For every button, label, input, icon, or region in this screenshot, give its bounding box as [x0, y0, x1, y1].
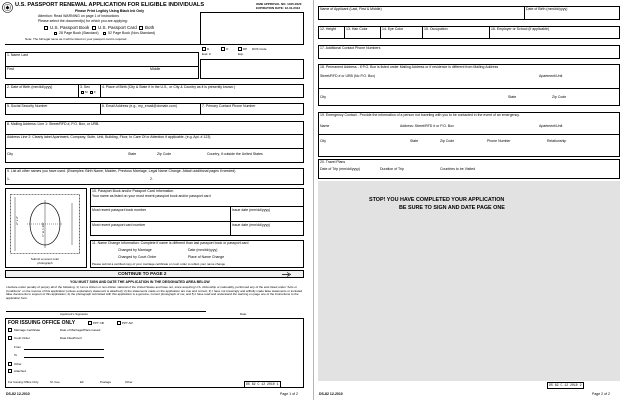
permanent-city-label[interactable]: City	[320, 95, 327, 99]
passport-card-note: Note: The full legal name as it will be listed on your passport card is required.	[25, 36, 128, 41]
issuing-office-title: FOR ISSUING OFFICE ONLY	[8, 320, 76, 326]
ppt-cb-label: PPT CB	[93, 320, 104, 325]
mailing-line1-label[interactable]: 8. Mailing Address: Line 1: Street/RFD #, P.O. Box, or URB.	[7, 122, 100, 126]
other-label: Other	[14, 361, 22, 366]
emergency-apt-label[interactable]: Apartment/Unit	[539, 124, 563, 128]
continue-to-page-2: CONTINUE TO PAGE 2	[118, 271, 167, 276]
issuing-office-only-footer: For Issuing Office Only	[8, 380, 39, 384]
permanent-address-box	[318, 64, 620, 106]
to-label: To	[14, 353, 18, 357]
eye-color-label[interactable]: 14. Eye Color	[382, 27, 404, 31]
emergency-state-label[interactable]: State	[410, 139, 419, 143]
date-filed-label: Date Filed/Court	[60, 335, 82, 340]
issuing-office-box	[5, 318, 304, 388]
form-subtitle: Please Print Legibly Using Black Ink Only	[75, 9, 145, 13]
form-stamp: DS 82 C 12 2010 1	[246, 382, 279, 386]
ssn-label[interactable]: 5. Social Security Number	[7, 104, 48, 108]
passport-card-label: U.S. Passport Card	[98, 24, 137, 30]
sex-female-label: F	[94, 90, 96, 94]
sign-instruction: YOU MUST SIGN AND DATE THE APPLICATION IN THE DESIGNATED AREA BELOW	[70, 280, 210, 284]
additional-phone-label[interactable]: 17. Additional Contact Phone Numbers	[320, 46, 381, 50]
emergency-contact-label: 19. Emergency Contact - Provide the information of a person not traveling with you to be contacted in the event of an emergency.	[320, 113, 520, 117]
permanent-apt-label[interactable]: Apartment/Unit	[539, 74, 563, 78]
marriage-date-label[interactable]: Date (mm/dd/yyyy)	[188, 248, 218, 252]
phone-label[interactable]: 7. Primary Contact Phone Number	[202, 104, 256, 108]
sex-female-checkbox[interactable]	[90, 91, 93, 94]
travel-plans-label: 20. Travel Plans	[320, 160, 346, 164]
emergency-relationship-label[interactable]: Relationship	[547, 139, 567, 143]
dob-label[interactable]: 2. Date of Birth (mm/dd/yyyy)	[7, 85, 53, 89]
stop-notice: STOP! YOU HAVE COMPLETED YOUR APPLICATION	[369, 197, 505, 203]
permanent-street-label[interactable]: Street/RFD # or URB (No P.O. Box)	[320, 74, 376, 78]
mailing-address-box	[5, 121, 304, 163]
sign-reminder: BE SURE TO SIGN AND DATE PAGE ONE	[399, 205, 505, 211]
form-title: U.S. PASSPORT RENEWAL APPLICATION FOR ELIGIBLE INDIVIDUALS	[15, 2, 205, 8]
office-code-exp: Exp.	[238, 52, 245, 56]
court-order-label: Court Order	[14, 335, 30, 340]
signature-date-label[interactable]: Date	[240, 312, 247, 316]
permanent-zip-label[interactable]: Zip Code	[552, 95, 567, 99]
ppt-ar-checkbox[interactable]	[117, 321, 121, 325]
place-of-birth-label[interactable]: 4. Place of Birth (City & State if in the U.S., or City & Country as it is presently known.)	[102, 85, 236, 89]
office-code-dp: DP	[243, 46, 248, 51]
passport-info-label: 10. Passport Book and/or Passport Card Information	[92, 189, 174, 193]
name-first-label: First	[7, 67, 14, 71]
mailing-zip-label[interactable]: Zip Code	[157, 152, 172, 156]
occupation-label[interactable]: 15. Occupation	[424, 27, 448, 31]
attached-checkbox[interactable]	[8, 369, 12, 373]
photo-size-label: 2" x 2"	[14, 216, 19, 225]
changed-by-marriage-label[interactable]: Changed by Marriage	[118, 248, 152, 252]
form-id: DS-82 12-2010	[6, 392, 30, 396]
email-label[interactable]: 6. Email Address (e.g., my_email@domain.com)	[102, 104, 177, 108]
mailing-state-label[interactable]: State	[128, 152, 137, 156]
sex-label: 3. Sex	[80, 85, 90, 89]
omb-number: OMB APPROVAL NO. 1405-0020	[256, 2, 302, 6]
form-stamp-2: DS 82 C 12 2010 2	[549, 383, 582, 387]
emergency-city-label[interactable]: City	[320, 139, 327, 143]
place-of-change-label[interactable]: Place of Name Change	[188, 255, 225, 259]
book-number-label[interactable]: Most recent passport book number	[92, 208, 147, 212]
expiration-date: EXPIRATION DATE: 12-31-2013	[256, 6, 301, 10]
height-label[interactable]: 12. Height	[320, 27, 336, 31]
passport-book-checkbox[interactable]	[44, 26, 48, 30]
passport-book-label: U.S. Passport Book	[50, 24, 90, 30]
book-52-checkbox[interactable]	[103, 32, 106, 35]
name-middle-label: Middle	[150, 67, 161, 71]
mailing-city-label[interactable]: City	[7, 152, 14, 156]
other-fee-label: Other	[125, 380, 133, 384]
passport-card-checkbox[interactable]	[92, 26, 96, 30]
postage-label: Postage	[100, 380, 112, 384]
emergency-zip-label[interactable]: Zip Code	[440, 139, 455, 143]
office-use-box	[200, 12, 304, 45]
mailing-line2-label[interactable]: Address Line 2: Clearly label Apartment, Company, Suite, Unit, Building, Floor, In Care Of or Attention if applicable. (e.g. Apt. # 123)	[7, 135, 211, 139]
attention-note: Attention: Read WARNING on page 1 of instructions	[38, 14, 119, 18]
both-checkbox[interactable]	[139, 26, 143, 30]
form-id-2: DS-82 12-2010	[319, 392, 343, 396]
date-of-marriage-label: Date of Marriage/Place Issued	[60, 327, 101, 332]
employer-label[interactable]: 16. Employer or School (if applicable)	[491, 27, 550, 31]
from-label: From	[14, 345, 21, 349]
department-seal-icon	[2, 2, 13, 13]
permanent-address-label: 18. Permanent Address - If P.O. Box is listed under Mailing Address or if residence is different from Mailing Address	[320, 65, 499, 69]
card-issue-date-label[interactable]: Issue date (mm/dd/yyyy)	[232, 223, 271, 227]
book-issue-date-label[interactable]: Issue date (mm/dd/yyyy)	[232, 208, 271, 212]
sex-male-label: M	[85, 90, 88, 94]
office-code-d: D	[207, 46, 210, 51]
applicant-name-label[interactable]: Name of Applicant (Last, First & Middle)	[320, 7, 382, 11]
office-code-o-checkbox[interactable]	[221, 47, 225, 51]
declaration-text: I declare under penalty of perjury all of the following: 1) I am a citizen or non-citizen national of the United States and have not, since acquiring U.S. citizenship or nationality, performed any of the acts listed under "Acts or Conditions" on the reverse of this application (unless explanatory statement is attached); 2) the statements made on the application are true and correct; 3) I have not knowingly and willfully made false statements or included false documents in support of this application; 4) the photograph submitted with this application is a genuine, current photograph of me; and 5) I have read and understand the warning on page one of the instructions to the application form.	[6, 285, 303, 300]
ppt-ar-label: PPT AR	[122, 320, 133, 325]
photo-head-size-label: 1" to 1 3/8"	[40, 222, 45, 237]
office-code-o: O	[226, 46, 229, 51]
office-code-d-checkbox[interactable]	[202, 47, 206, 51]
emergency-address-label[interactable]: Address: Street/RFD # or P.O. Box	[400, 124, 454, 128]
ef-label: EF	[80, 380, 84, 384]
office-code-end: End. #	[202, 52, 211, 56]
dos-code-label: DOS Code	[252, 46, 267, 51]
mailing-country-label[interactable]: Country, if outside the United States	[207, 152, 263, 156]
photo-caption: Submit a recent color photograph	[30, 257, 60, 265]
hair-color-label[interactable]: 13. Hair Color	[346, 27, 368, 31]
emergency-phone-label[interactable]: Phone Number	[487, 139, 511, 143]
select-docs-label: Please select the document(s) for which you are applying:	[38, 19, 128, 23]
both-label: Both	[145, 24, 155, 30]
page-number-2: Page 2 of 2	[592, 392, 610, 396]
applicant-dob-label[interactable]: Date of Birth (mm/dd/yyyy)	[526, 7, 568, 11]
name-change-label: 11. Name Change Information: Complete if name is different than last passport book or passport card	[92, 241, 249, 245]
sex-male-checkbox[interactable]	[81, 91, 84, 94]
countries-visited-label[interactable]: Countries to be Visited	[440, 167, 476, 171]
emergency-name-label[interactable]: Name	[320, 124, 330, 128]
marriage-cert-checkbox[interactable]	[8, 328, 12, 332]
trip-duration-label[interactable]: Duration of Trip	[380, 167, 404, 171]
book-52-label: 52 Page Book (Non-Standard)	[108, 31, 156, 35]
changed-by-court-label[interactable]: Changed by Court Order	[118, 255, 157, 259]
trip-date-label[interactable]: Date of Trip (mm/dd/yyyy)	[320, 167, 361, 171]
name-change-note: Please submit a certified copy of your marriage certificate or court order to reflect your name change	[92, 262, 226, 266]
st-fee-label: St. Fee	[50, 380, 60, 384]
name-last-label: 1. Name Last	[7, 53, 28, 57]
court-order-checkbox[interactable]	[8, 336, 12, 340]
page-number: Page 1 of 2	[280, 392, 298, 396]
passport-name-note[interactable]: Your name as listed on your most recent passport book and/or passport card	[92, 194, 211, 198]
ppt-cb-checkbox[interactable]	[88, 321, 92, 325]
attached-label: Attached	[14, 368, 26, 373]
book-standard-checkbox[interactable]	[54, 32, 57, 35]
book-standard-label: 28 Page Book (Standard)	[59, 31, 99, 35]
permanent-state-label[interactable]: State	[508, 95, 517, 99]
marriage-cert-label: Marriage Certificate	[14, 327, 41, 332]
applicant-signature-label[interactable]: Applicant's Signature	[60, 312, 89, 316]
photo-template-icon	[10, 194, 80, 254]
card-number-label[interactable]: Most recent passport card number	[92, 223, 146, 227]
form-page-1: U.S. PASSPORT RENEWAL APPLICATION FOR ELIGIBLE INDIVIDUALS Please Print Legibly Using Black Ink Only OMB APPROVAL NO. 1405-0020 EXPIRATION DATE: 12-31-2013 Attention: Read WARNING on page 1 of instructions Please select the document(s) for which you are applying: U.S. Passport Book U.S. Passport Card Both 28 Page Book (Standard) 52 Page Book (Non-Standard) Note: The full legal name as it will be listed on your passport card is required. D O DP DOS Code End. # Exp. 1. Name Last First Middle 2. Date of Birth (mm/dd/yyyy) 3. Sex M F 4. Place of Birth (City & State if in the U.S., or City & Country as it is presently known.) 5. Social Security Number 6. Email Address (e.g., my_email@domain.com) 7. Primary Contact Phone Number 8. Mailing Address: Line 1: Street/RFD #, P.O. Box, or URB. Address Line 2: Clearly label Apartment, Company, Suite, Unit, Building, Floor, In Care Of or Attention if applicable. (e.g. Apt. # 123) City State Zip Code Country, if outside the United States 9. List all other names you have used. (Examples: Birth Name, Maiden, Previous Marriage, Legal Name Change. Attach additional pages if needed) 1. 2. 2" x 2" 1" to 1 3/8" Submit a recent color photograph 10. Passport Book and/or Passport Card Information Your name as listed on your most recent passport book and/or passport card Most recent passport book number Issue date (mm/dd/yyyy) Most recent passport card number Issue date (mm/dd/yyyy) 11. Name Change Information: Complete if name is different than last passport book or passport card Changed by Marriage Date (mm/dd/yyyy) Changed by Court Order Place of Name Change Please submit a certified copy of your marriage certificate or court order to reflect your name change CONTINUE TO PAGE 2 YOU MUST SIGN AND DATE THE APPLICATION IN THE DESIGNATED AREA BELOW I declare under penalty of perjury all of the following: 1) I am a citizen or non-citizen national of the United States and have not, since acquiring U.S. citizenship or nationality, performed any of the acts listed under "Acts or Conditions" on the reverse of this application (unless explanatory statement is attached); 2) the statements made on the application are true and correct; 3) I have not knowingly and willfully made false statements or included false documents in support of this application; 4) the photograph submitted with this application is a genuine, current photograph of me; and 5) I have read and understand the warning on page one of the instructions to the application form. Applicant's Signature Date FOR ISSUING OFFICE ONLY PPT CB PPT AR Marriage Certificate Date of Marriage/Place Issued Court Order Date Filed/Court From To Other Attached For Issuing Office Only St. Fee EF Postage Other DS 82 C 12 2010 1 DS-82 12-2010 Page 1 of 2	[0, 0, 311, 400]
office-code-dp-checkbox[interactable]	[238, 47, 242, 51]
other-checkbox[interactable]	[8, 362, 12, 366]
arrow-right-icon	[282, 272, 292, 277]
form-page-2	[313, 0, 624, 400]
other-names-label[interactable]: 9. List all other names you have used. (Examples: Birth Name, Maiden, Previous Marriage, Legal Name Change. Attach additional pages if needed)	[7, 169, 236, 173]
barcode-box	[200, 59, 304, 79]
